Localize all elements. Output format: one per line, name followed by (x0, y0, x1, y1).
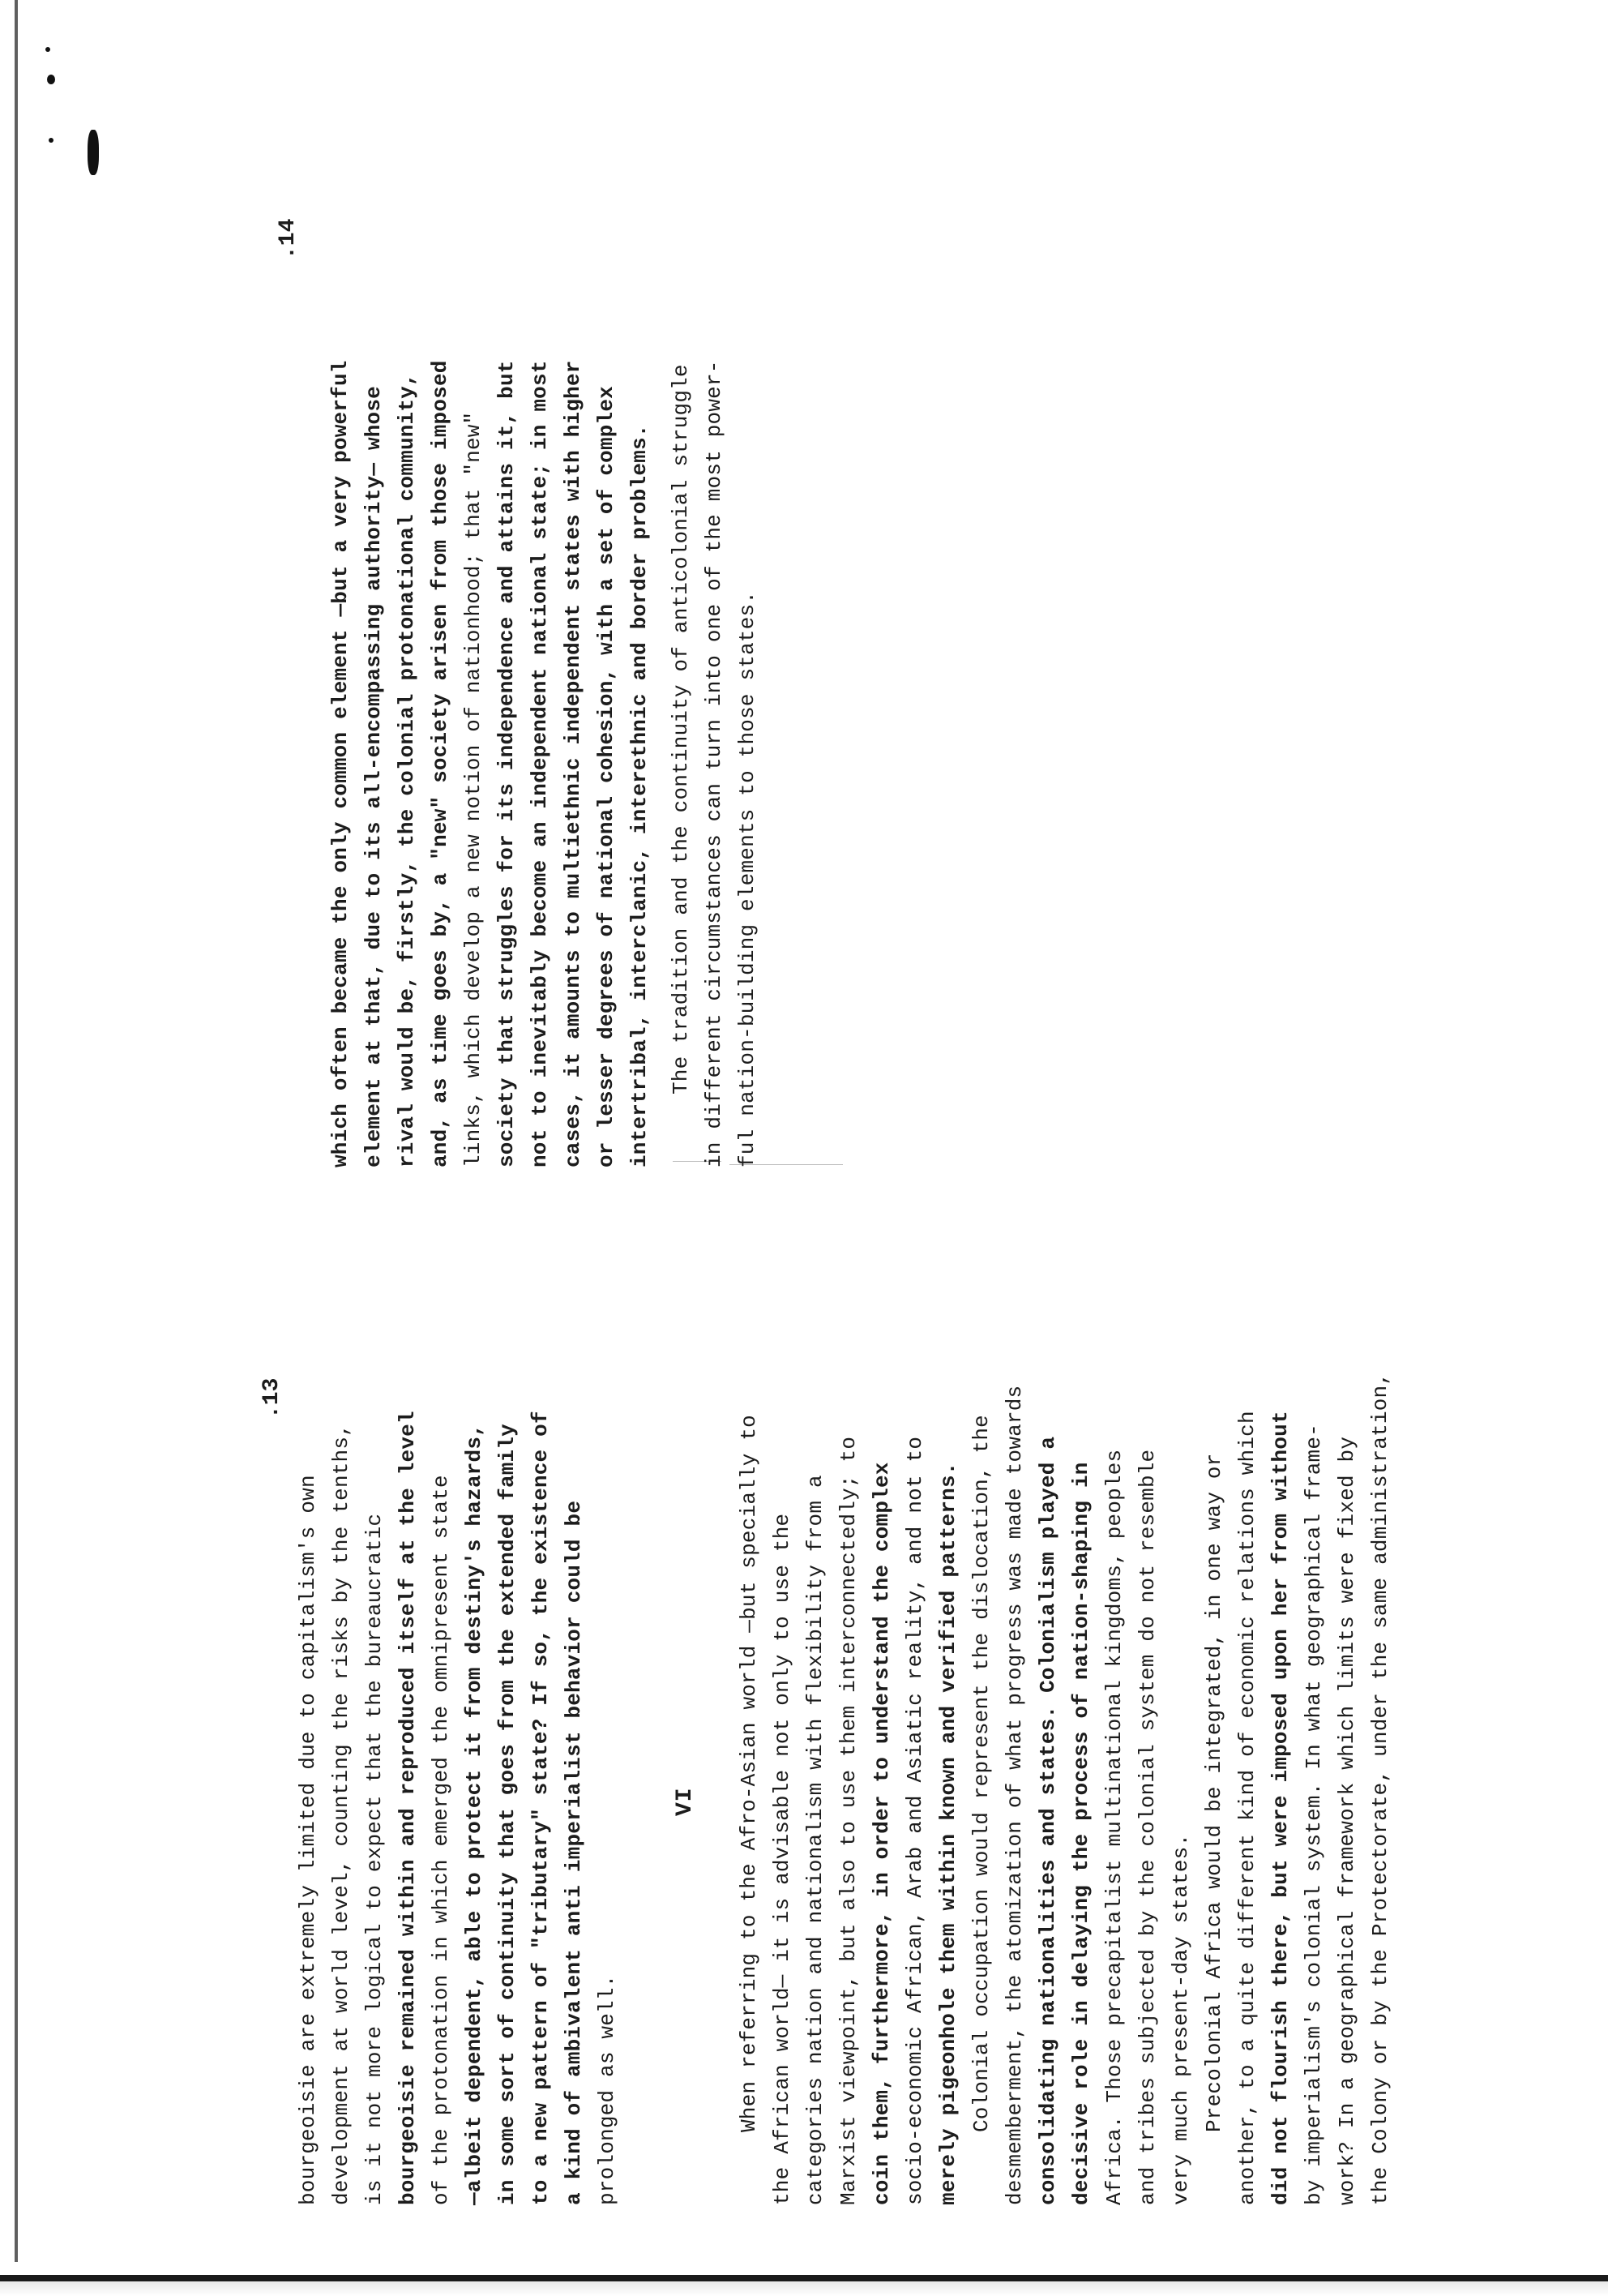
text-line: links, which develop a new notion of nationhood; that "new" (461, 411, 485, 1167)
section-heading-vi: VI (673, 1787, 698, 1816)
text-line: not to inevitably become an independent national state; in most (528, 360, 552, 1167)
text-line: rival would be, firstly, the colonial protonational community, (395, 373, 419, 1167)
text-line: is it not more logical to expect that the bureaucratic (362, 1513, 387, 2205)
scan-bottom-edge (0, 2270, 1608, 2296)
text-line: which often became the only common element —but a very powerful (328, 360, 353, 1167)
text-line: development at world level, counting the risks by the tenths, (329, 1424, 353, 2205)
left-paragraph-4 (1198, 1305, 1397, 2205)
text-line: categories nation and nationalism with flexibility from a (803, 1475, 828, 2205)
text-line: prolonged as well. (595, 1974, 619, 2205)
text-line: the African world— it is advisable not only to use the (770, 1513, 794, 2205)
text-line: bourgeoisie are extremely limited due to capitalism's own (296, 1475, 320, 2205)
left-paragraph-3 (965, 1305, 1198, 2205)
text-line: to a new pattern of "tributary" state? If so, the existence of (528, 1411, 553, 2205)
page-number-14: .14 (276, 218, 301, 259)
text-line: decisive role in delaying the process of nation-shaping in (1069, 1462, 1093, 2205)
text-line: society that struggles for its independence and attains it, but (494, 360, 519, 1167)
right-paragraph-2 (665, 268, 764, 1167)
text-line: another, to a quite different kind of economic relations which (1235, 1411, 1259, 2205)
text-line: ful nation-building elements to those states. (735, 590, 759, 1167)
text-line: desmemberment, the atomization of what progress was made towards (1003, 1385, 1027, 2205)
text-line: or lesser degrees of national cohesion, with a set of complex (594, 386, 618, 1167)
right-paragraph-1 (324, 268, 656, 1167)
text-line: very much present-day states. (1169, 1833, 1193, 2205)
text-line: of the protonation in which emerged the omnipresent state (429, 1475, 453, 2205)
text-line: did not flourish there, but were imposed upon her from without (1268, 1411, 1293, 2205)
text-line: work? In a geographical framework which limits were fixed by (1335, 1436, 1359, 2205)
text-line: Africa. Those precapitalist multinational kingdoms, peoples (1102, 1449, 1127, 2205)
text-line: bourgeoisie remained within and reproduced itself at the level (396, 1411, 420, 2205)
text-line: —albeit dependent, able to protect it from destiny's hazards, (462, 1424, 486, 2205)
left-paragraph-2 (733, 1305, 965, 2205)
text-line: socio-economic African, Arab and Asiatic reality, and not to (903, 1436, 927, 2205)
text-line: Precolonial Africa would be integrated, in one way or (1202, 1453, 1226, 2132)
text-line: When referring to the Afro-Asian world —but specially to (737, 1415, 761, 2132)
text-line: Colonial occupation would represent the dislocation, the (969, 1415, 994, 2132)
text-line: Marxist viewpoint, but also to use them interconnectedly; to (836, 1436, 861, 2205)
text-line: merely pigeonhole them within known and verified patterns. (936, 1462, 960, 2205)
text-line: by imperialism's colonial system. In what geographical frame- (1302, 1424, 1326, 2205)
text-line: and, as time goes by, a "new" society arisen from those imposed (428, 360, 452, 1167)
page-number-13: .13 (259, 1377, 284, 1419)
text-line: The tradition and the continuity of anticolonial struggle (669, 364, 693, 1094)
text-line: and tribes subjected by the colonial system do not resemble (1135, 1449, 1160, 2205)
text-line: in some sort of continuity that goes from the extended family (495, 1424, 520, 2205)
text-line: element at that, due to its all-encompassing authority— whose (361, 386, 386, 1167)
text-line: cases, it amounts to multiethnic independent states with higher (561, 360, 585, 1167)
left-paragraph-1 (292, 1305, 624, 2205)
text-line: the Colony or by the Protectorate, under the same administration, (1368, 1372, 1392, 2205)
text-line: consolidating nationalities and states. Colonialism played a (1036, 1436, 1060, 2205)
text-line: a kind of ambivalent anti imperialist behavior could be (562, 1500, 586, 2205)
rotated-document-page (16, 49, 1556, 2238)
text-line: intertribal, interclanic, interethnic and border problems. (627, 424, 652, 1167)
text-line: coin them, furthermore, in order to understand the complex (870, 1462, 894, 2205)
text-line: in different circumstances can turn into one of the most power- (702, 360, 726, 1167)
